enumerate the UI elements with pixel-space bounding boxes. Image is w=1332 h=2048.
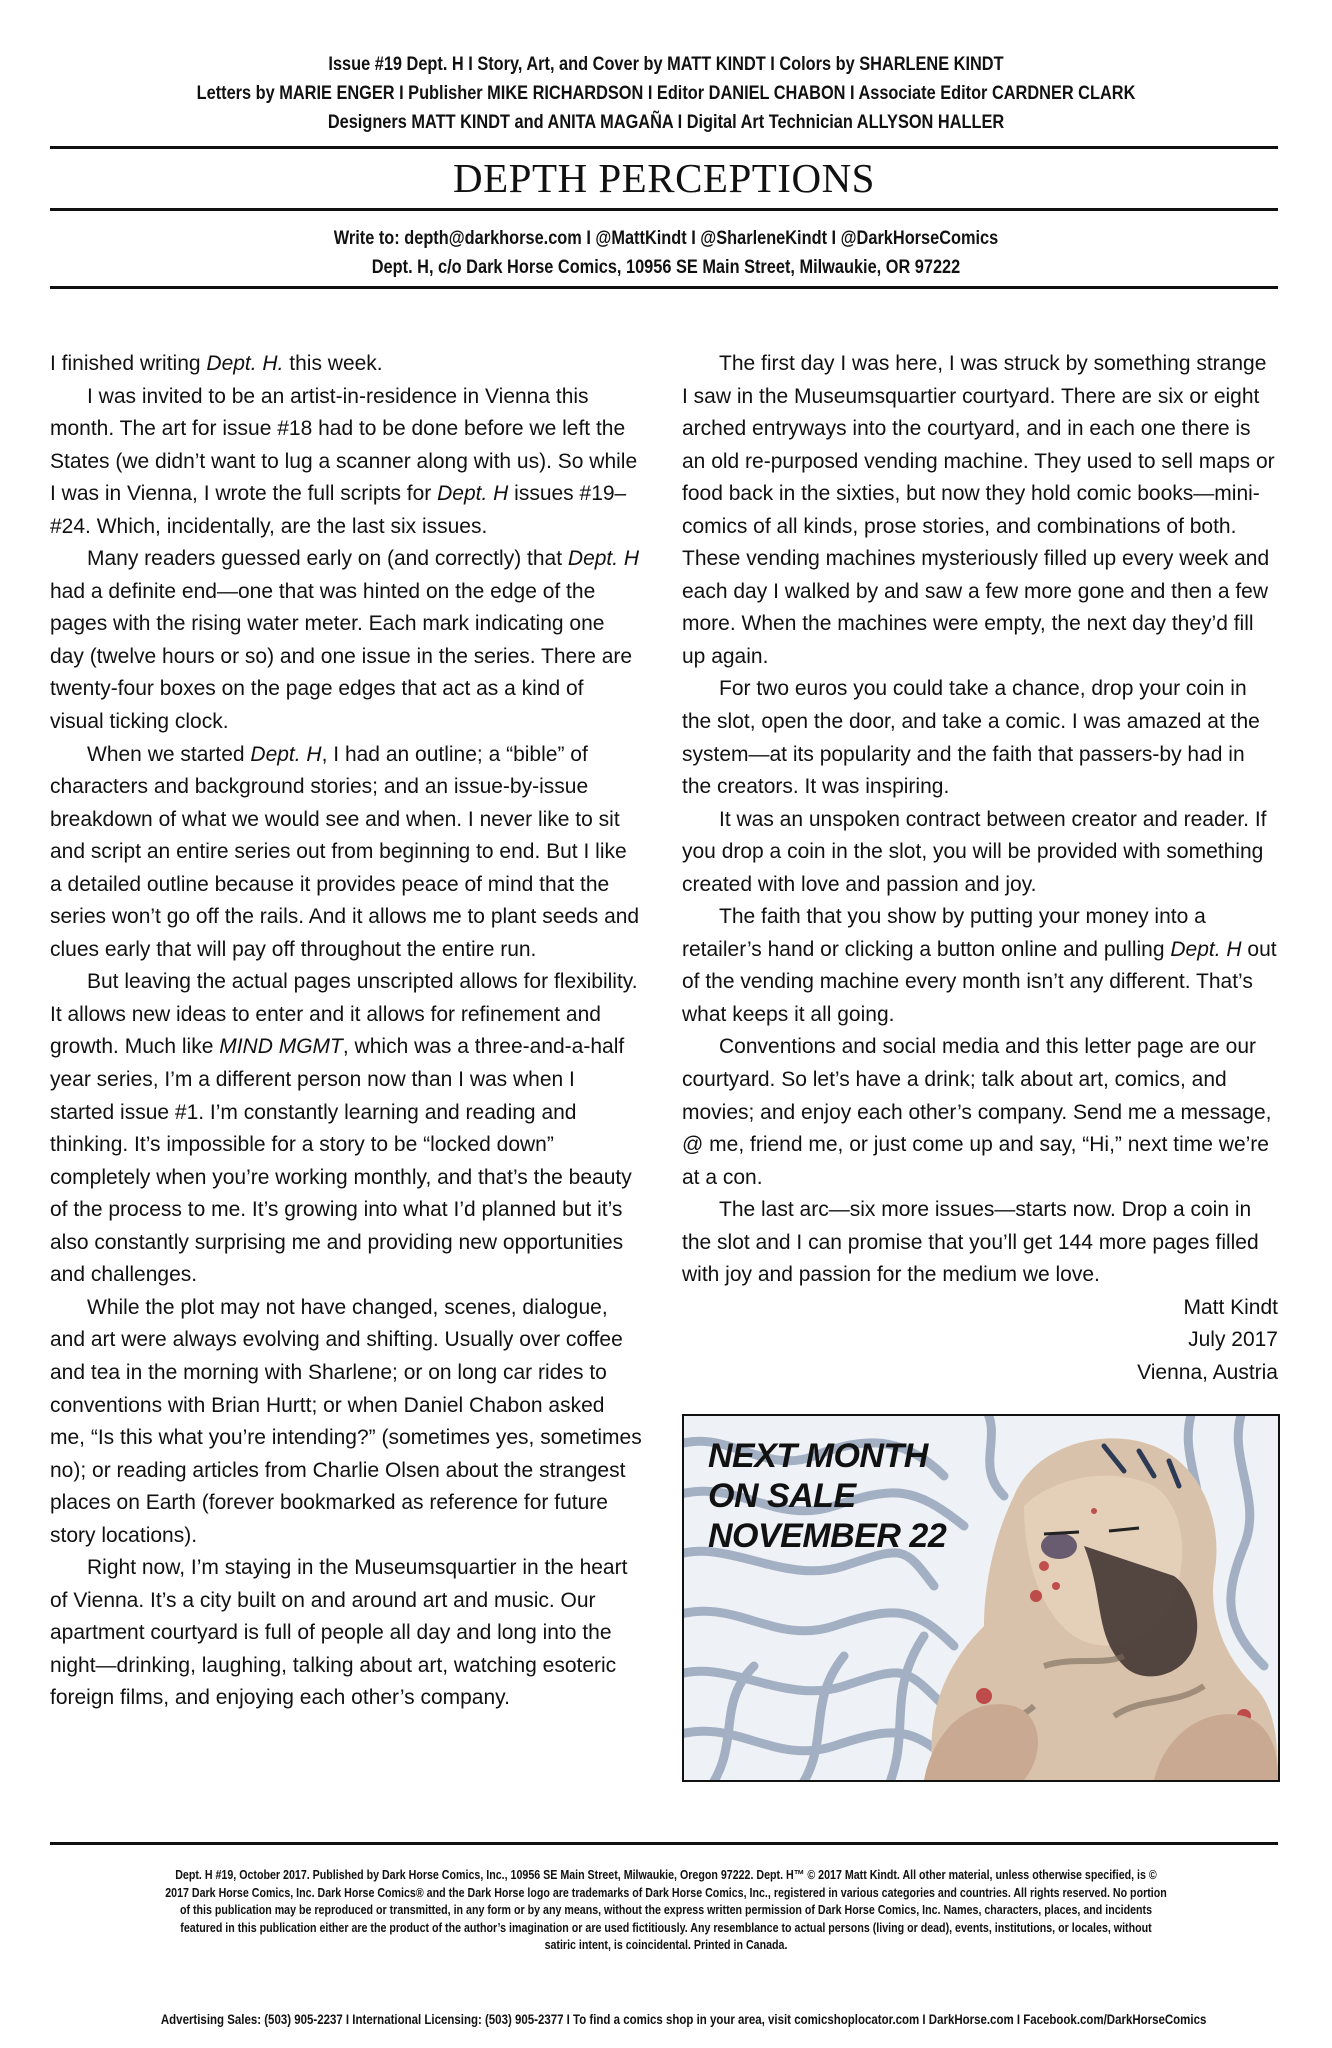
paragraph: Right now, I’m staying in the Museumsquartier in the heart of Vienna. It’s a city built on and around art and music. Our apartment courtyard is full of people all day and long into the night—drinking, laughing, talking about art, watching esoteric foreign films, and enjoying each other’s company. xyxy=(50,1556,628,1710)
legal-line: featured in this publication either are the product of the author’s imagination or are used fictitiously. Any resemblance to actual persons (living or dead), events, institutions, or locales, without xyxy=(180,1919,1152,1935)
paragraph: The first day I was here, I was struck by something strange I saw in the Museumsquartier courtyard. There are six or eight arched entryways into the courtyard, and in each one there is an old re-purposed vending machine. They used to sell maps or food back in the sixties, but now they hold comic books—mini-comics of all kinds, prose stories, and combinations of both. These vending machines mysteriously filled up every week and each day I walked by and saw a few more gone and then a few more. When the machines were empty, the next day they’d fill up again. xyxy=(682,352,1275,668)
paragraph: But leaving the actual pages unscripted allows for flexibility. It allows new ideas to enter and it allows for refinement and growth. Much like MIND MGMT, which was a three-and-a-half year series, I’m a different person now than I was when I started issue #1. I’m constantly learning and reading and thinking. It’s impossible for a story to be “locked down” completely when you’re working monthly, and that’s the beauty of the process to me. It’s growing into what I’d planned but it’s also constantly surprising me and providing new opportunities and challenges. xyxy=(50,970,638,1287)
paragraph: Conventions and social media and this letter page are our courtyard. So let’s have a drink; talk about art, comics, and movies; and enjoy each other’s company. Send me a message, @ me, friend me, or just come up and say, “Hi,” next time we’re at a con. xyxy=(682,1035,1272,1189)
paragraph: It was an unspoken contract between creator and reader. If you drop a coin in the slot, you will be provided with something created with love and passion and joy. xyxy=(682,807,1267,896)
paragraph: I finished writing Dept. H. this week. xyxy=(50,352,383,375)
credits-block xyxy=(136,50,1196,137)
signature-name: Matt Kindt xyxy=(1183,1295,1278,1319)
promo-line: NOVEMBER 22 xyxy=(708,1517,947,1555)
credits-line: Designers MATT KINDT and ANITA MAGAÑA I Digital Art Technician ALLYSON HALLER xyxy=(327,112,1005,133)
credits-line: Issue #19 Dept. H I Story, Art, and Cover by MATT KINDT I Colors by SHARLENE KINDT xyxy=(328,54,1004,75)
paragraph: The last arc—six more issues—starts now. Drop a coin in the slot and I can promise that you’ll get 144 more pages filled with joy and passion for the medium we love. xyxy=(682,1198,1259,1287)
legal-line: 2017 Dark Horse Comics, Inc. Dark Horse Comics® and the Dark Horse logo are trademarks of Dark Horse Comics, Inc., registered in various categories and countries. All rights reserved. No portion xyxy=(165,1884,1167,1900)
paragraph: The faith that you show by putting your money into a retailer’s hand or clicking a button online and pulling Dept. H out of the vending machine every month isn’t any different. That’s what keeps it all going. xyxy=(682,905,1277,1026)
next-month-promo xyxy=(682,1414,1280,1782)
promo-line: ON SALE xyxy=(708,1477,856,1515)
legal-line: of this publication may be reproduced or transmitted, in any form or by any means, without the express written permission of Dark Horse Comics, Inc. Names, characters, places, and incidents xyxy=(179,1902,1153,1917)
contact-line: Write to: depth@darkhorse.com I @MattKindt I @SharleneKindt I @DarkHorseComics xyxy=(333,228,999,249)
paragraph: While the plot may not have changed, scenes, dialogue, and art were always evolving and shifting. Usually over coffee and tea in the morning with Sharlene; or on long car rides to conventions with Brian Hurtt; or when Daniel Chabon asked me, “Is this what you’re intending?” (sometimes yes, sometimes no); or reading articles from Charlie Olsen about the strangest places on Earth (forever bookmarked as reference for future story locations). xyxy=(50,1295,642,1547)
legal-line: satiric intent, is coincidental. Printed in Canada. xyxy=(544,1937,788,1952)
promo-line: NEXT MONTH xyxy=(708,1437,928,1475)
credits-line: Letters by MARIE ENGER I Publisher MIKE RICHARDSON I Editor DANIEL CHABON I Associate Editor CARDNER CLARK xyxy=(196,83,1136,104)
divider xyxy=(50,286,1278,289)
legal-line: Dept. H #19, October 2017. Published by Dark Horse Comics, Inc., 10956 SE Main Street, Milwaukie, Oregon 97222. Dept. H™ © 2017 Matt Kindt. All other material, unless otherwise specified, is © xyxy=(175,1867,1157,1882)
paragraph: Many readers guessed early on (and correctly) that Dept. H had a definite end—one that was hinted on the edge of the pages with the rising water meter. Each mark indicating one day (twelve hours or so) and one issue in the series. There are twenty-four boxes on the page edges that act as a kind of visual ticking clock. xyxy=(50,547,640,734)
legal-notice xyxy=(161,1866,1171,1954)
paragraph: I was invited to be an artist-in-residence in Vienna this month. The art for issue #18 had to be done before we left the States (we didn’t want to lug a scanner along with us). So while I was in Vienna, I wrote the full scripts for Dept. H issues #19–#24. Which, incidentally, are the last six issues. xyxy=(50,384,638,538)
promo-text xyxy=(708,1436,946,1556)
letter-column-left xyxy=(50,348,642,1715)
signature-place: Vienna, Austria xyxy=(1137,1360,1278,1384)
page-title: DEPTH PERCEPTIONS xyxy=(453,155,875,201)
signature-date: July 2017 xyxy=(1188,1328,1278,1352)
footer-contacts: Advertising Sales: (503) 905-2237 I International Licensing: (503) 905-2377 I To find a comics shop in your area, visit comicshoplocator.com I DarkHorse.com I Facebook.com/DarkHorseComics xyxy=(160,2011,1207,2027)
paragraph: For two euros you could take a chance, drop your coin in the slot, open the door, and take a comic. I was amazed at the system—at its popularity and the faith that passers-by had in the creators. It was inspiring. xyxy=(682,677,1260,799)
letter-column-right xyxy=(682,348,1278,1390)
paragraph: When we started Dept. H, I had an outline; a “bible” of characters and background stories; and an issue-by-issue breakdown of what we would see and when. I never like to sit and script an entire series out from beginning to end. But I like a detailed outline because it provides peace of mind that the series won’t go off the rails. And it allows me to plant seeds and clues early that will pay off throughout the entire run. xyxy=(50,742,640,961)
divider xyxy=(50,146,1278,149)
divider xyxy=(50,208,1278,211)
contact-block xyxy=(136,224,1196,282)
signature xyxy=(682,1292,1278,1390)
contact-line: Dept. H, c/o Dark Horse Comics, 10956 SE Main Street, Milwaukie, OR 97222 xyxy=(371,257,961,278)
divider xyxy=(50,1842,1278,1845)
